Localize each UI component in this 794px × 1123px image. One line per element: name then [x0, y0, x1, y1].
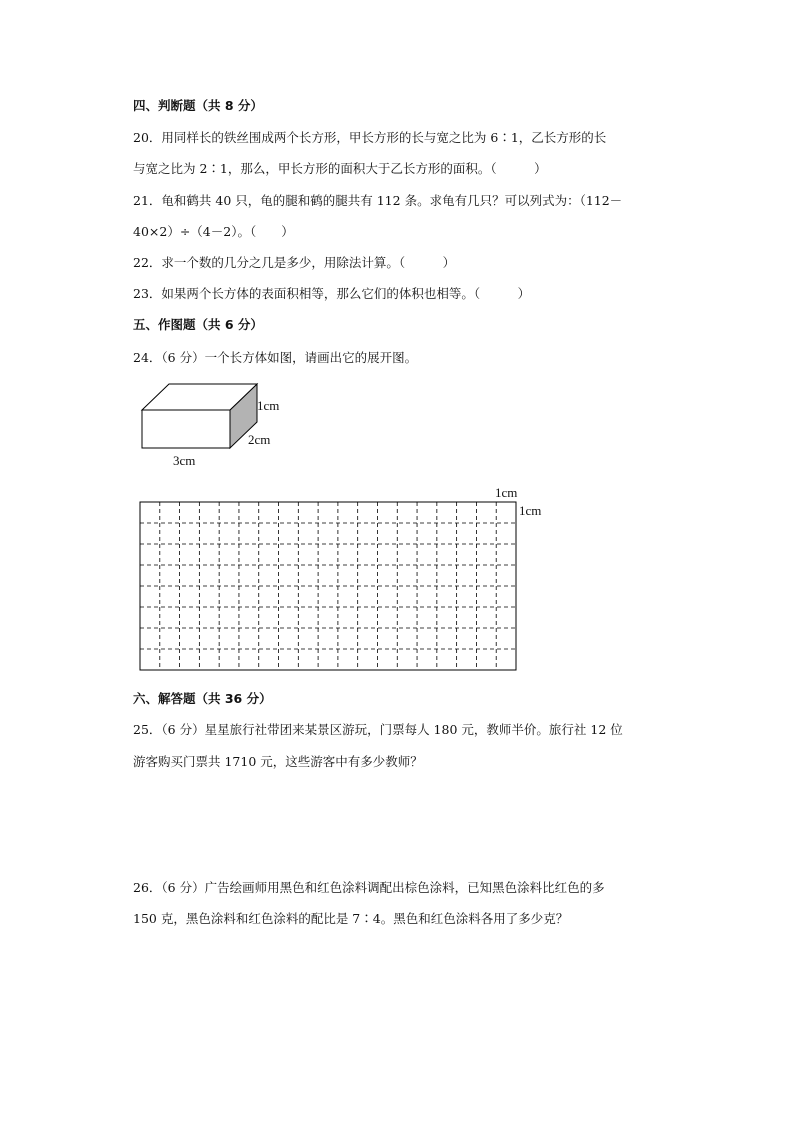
question-22: 22．求一个数的几分之几是多少，用除法计算。（ ）	[133, 255, 456, 270]
question-25-line-1: 25．（6 分）星星旅行社带团来某景区游玩，门票每人 180 元，教师半价。旅行社 12 位	[133, 722, 623, 737]
cuboid-height-label: 1cm	[257, 398, 280, 413]
section-6-heading: 六、解答题（共 36 分）	[133, 691, 272, 706]
question-24: 24．（6 分）一个长方体如图，请画出它的展开图。	[133, 350, 418, 365]
question-20-line-2: 与宽之比为 2∶1，那么，甲长方形的面积大于乙长方形的面积。（ ）	[133, 161, 547, 176]
grid-top-label: 1cm	[495, 485, 518, 500]
question-21-line-2: 40×2）÷（4－2）。（ ）	[133, 224, 294, 239]
section-4-heading: 四、判断题（共 8 分）	[133, 98, 263, 113]
question-26-line-1: 26．（6 分）广告绘画师用黑色和红色涂料调配出棕色涂料，已知黑色涂料比红色的多	[133, 880, 605, 895]
question-21-line-1: 21．龟和鹤共 40 只，龟的腿和鹤的腿共有 112 条。求龟有几只？可以列式为：（112－	[133, 193, 623, 208]
section-5-heading: 五、作图题（共 6 分）	[133, 317, 263, 332]
grid-lines	[140, 502, 516, 670]
question-20-line-1: 20．用同样长的铁丝围成两个长方形，甲长方形的长与宽之比为 6∶1，乙长方形的长	[133, 130, 607, 145]
grid-right-label: 1cm	[519, 503, 542, 518]
question-26-line-2: 150 克，黑色涂料和红色涂料的配比是 7∶4。黑色和红色涂料各用了多少克？	[133, 911, 569, 926]
question-25-line-2: 游客购买门票共 1710 元，这些游客中有多少教师？	[133, 754, 423, 769]
cuboid-width-label: 2cm	[248, 432, 271, 447]
cuboid-length-label: 3cm	[173, 453, 196, 468]
question-23: 23．如果两个长方体的表面积相等，那么它们的体积也相等。（ ）	[133, 286, 531, 301]
